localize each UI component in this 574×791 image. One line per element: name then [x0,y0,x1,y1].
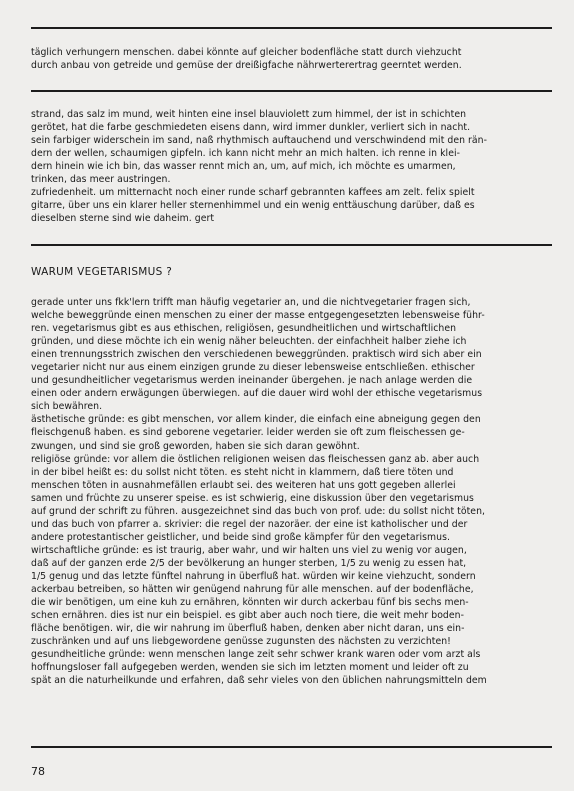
text-line: auf grund der schrift zu führen. ausgezeichnet sind das buch von prof. ude: du sollst nicht töten, [31,505,486,517]
top-paragraph [31,46,553,72]
text-line: ren. vegetarismus gibt es aus ethischen, religiösen, gesundheitlichen und wirtschaftlichen [31,323,457,335]
text-line: einen oder andern erwägungen überwiegen. auf die dauer wird wohl der ethische vegetarismus [31,388,483,400]
text-line: gründen, und diese möchte ich ein wenig näher beleuchten. der einfachheit halber ziehe ich [31,336,467,348]
divider-rule [31,244,552,246]
text-line: spät an die naturheilkunde und erfahren, daß sehr vieles von den üblichen nahrungsmitteln dem [31,675,487,687]
story-paragraph [31,108,553,225]
text-line: die wir benötigen, um eine kuh zu ernähren, könnten wir durch ackerbau fünf bis sechs men- [31,597,469,609]
text-line: schen ernähren. dies ist nur ein beispiel. es gibt aber auch noch tiere, die weit mehr boden- [31,610,465,622]
text-line: samen und früchte zu unserer speise. es ist schwierig, eine diskussion über den vegetarismus [31,492,474,504]
text-line: und gesundheitlicher vegetarismus werden ineinander übergehen. je nach anlage werden die [31,375,473,387]
text-line: gitarre, über uns ein klarer heller sternenhimmel und ein wenig enttäuschung darüber, daß es [31,200,475,212]
text-line: trinken, das meer austringen. [31,174,171,186]
text-line: welche beweggründe einen menschen zu einer der masse entgegengesetzten lebensweise führ- [31,310,485,322]
text-line: ackerbau betreiben, so hätten wir genügend nahrung für alle menschen. auf der bodenfläche, [31,584,474,596]
text-line: gerötet, hat die farbe geschmiedeten eisens dann, wird immer dunkler, verliert sich in nacht. [31,122,471,134]
text-line: 1/5 genug und das letzte fünftel nahrung in überfluß hat. würden wir keine viehzucht, sondern [31,570,476,582]
text-line: in der bibel heißt es: du sollst nicht töten. es steht nicht in klammern, daß tiere töten und [31,466,454,478]
divider-rule [31,90,552,92]
text-line: sein farbiger widerschein im sand, naß rhythmisch auftauchend und verschwindend mit den rän- [31,135,488,147]
text-line: zufriedenheit. um mitternacht noch einer runde scharf gebrannten kaffees am zelt. felix spielt [31,187,475,199]
text-line: gesundheitliche gründe: wenn menschen lange zeit sehr schwer krank waren oder vom arzt als [31,649,481,661]
text-line: dieselben sterne sind wie daheim. gert [31,213,215,225]
text-line: dern hinein wie ich bin, das wasser rennt mich an, um, auf mich, ich möchte es umarmen, [31,161,456,173]
text-line: andere protestantischer geistlicher, und beide sind große kämpfer für den vegetarismus. [31,531,450,543]
top-rule [31,27,552,29]
text-line: durch anbau von getreide und gemüse der dreißigfache nährwerterertrag geerntet werden. [31,60,462,72]
text-line: fleischgenuß haben. es sind geborene vegetarier. leider werden sie oft zum fleischessen ge- [31,427,465,439]
article-heading: WARUM VEGETARISMUS ? [31,266,173,278]
text-line: täglich verhungern menschen. dabei könnte auf gleicher bodenfläche statt durch viehzucht [31,47,462,58]
bottom-rule [31,746,552,748]
text-line: und das buch von pfarrer a. skrivier: die regel der nazoräer. der eine ist katholischer und der [31,518,468,530]
text-line: zuschränken und auf uns liebgewordene genüsse zugunsten des nächsten zu verzichten! [31,636,451,648]
text-line: gerade unter uns fkk'lern trifft man häufig vegetarier an, und die nichtvegetarier fragen sich, [31,297,471,308]
text-line: fläche benötigen. wir, die wir nahrung im überfluß haben, denken aber nicht daran, uns ein- [31,623,465,635]
text-line: daß auf der ganzen erde 2/5 der bevölkerung an hunger sterben, 1/5 zu wenig zu essen hat, [31,557,467,569]
text-line: zwungen, und sind sie groß geworden, haben sie sich daran gewöhnt. [31,440,360,452]
text-line: strand, das salz im mund, weit hinten eine insel blauviolett zum himmel, der ist in schichten [31,109,467,120]
text-line: religiöse gründe: vor allem die östlichen religionen weisen das fleischessen ganz ab. aber auch [31,453,480,465]
text-line: sich bewähren. [31,401,103,413]
text-line: einen trennungsstrich zwischen den verschiedenen beweggründen. praktisch wird sich aber ein [31,349,482,361]
text-line: dern der wellen, schaumigen gipfeln. ich kann nicht mehr an mich halten. ich renne in klei- [31,148,460,160]
text-line: vegetarier nicht nur aus einem einzigen grunde zu dieser lebensweise entschließen. ethischer [31,362,475,374]
text-line: ästhetische gründe: es gibt menschen, vor allem kinder, die einfach eine abneigung gegen den [31,414,481,426]
article-body [31,296,553,687]
text-line: wirtschaftliche gründe: es ist traurig, aber wahr, und wir halten uns viel zu wenig vor augen, [31,544,467,556]
page-number: 78 [31,765,45,778]
text-line: menschen töten in ausnahmefällen erlaubt sei. des weiteren hat uns gott gegeben allerlei [31,479,456,491]
text-line: hoffnungsloser fall aufgegeben werden, wenden sie sich im letzten moment und leider oft zu [31,662,469,674]
